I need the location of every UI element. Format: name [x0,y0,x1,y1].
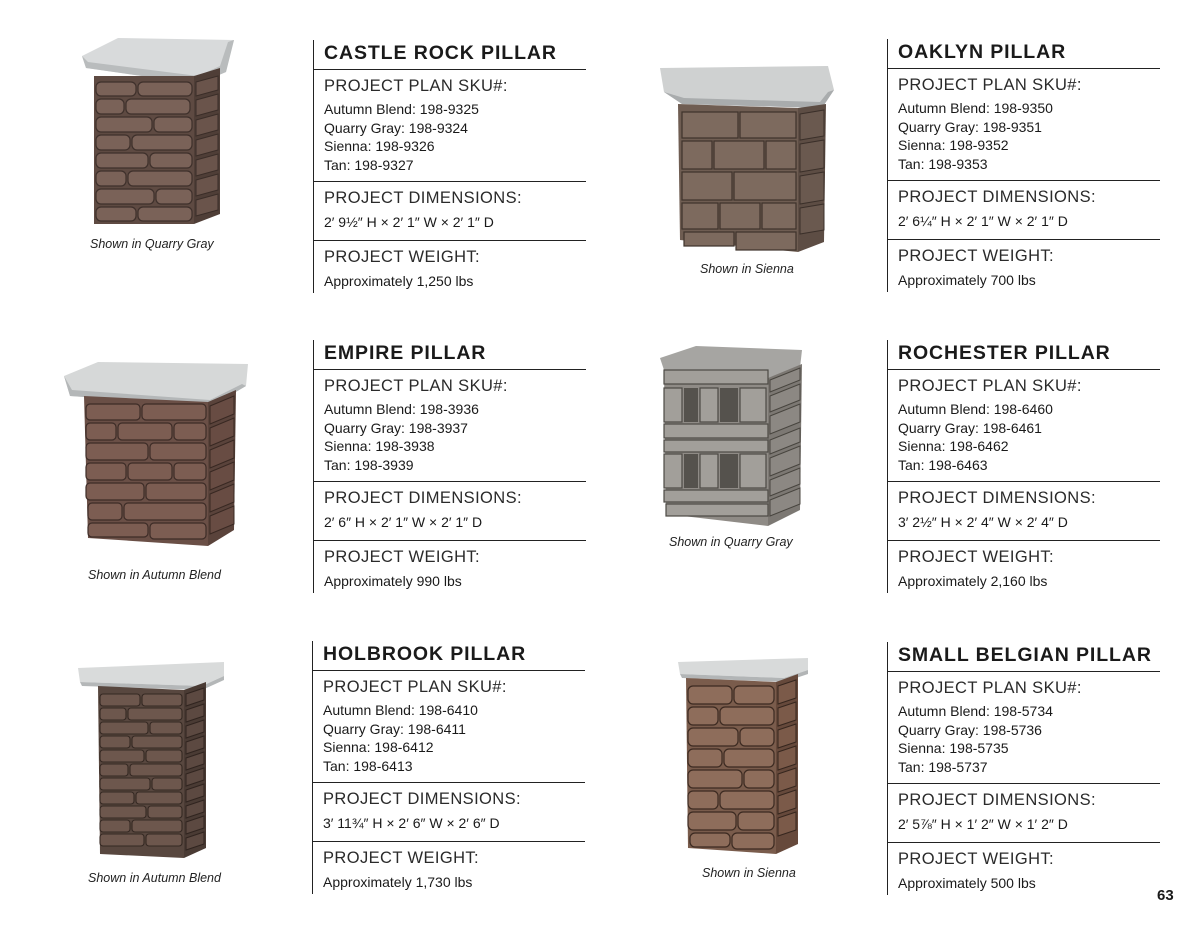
sku-heading: PROJECT PLAN SKU#: [898,76,1082,94]
sku-section [314,370,586,482]
sku-item: Autumn Blend: 198-5734 [898,703,1053,719]
dimensions-heading: PROJECT DIMENSIONS: [898,489,1096,507]
dimensions-value: 2′ 5⅞″ H × 1′ 2″ W × 1′ 2″ D [898,816,1068,832]
weight-section [314,541,586,593]
weight-section [888,843,1160,895]
weight-value: Approximately 990 lbs [324,573,462,589]
weight-value: Approximately 500 lbs [898,875,1036,891]
weight-value: Approximately 1,250 lbs [324,273,474,289]
dimensions-value: 3′ 2½″ H × 2′ 4″ W × 2′ 4″ D [898,514,1068,530]
product-title: OAKLYN PILLAR [888,39,1160,69]
sku-list [313,697,585,775]
sku-item: Tan: 198-9327 [324,156,414,173]
product-title: HOLBROOK PILLAR [313,641,585,671]
product-caption: Shown in Sienna [700,262,794,276]
sku-item: Sienna: 198-9326 [324,138,435,154]
dimensions-value: 3′ 11¾″ H × 2′ 6″ W × 2′ 6″ D [323,815,500,831]
sku-list [888,396,1160,474]
product-info [313,340,586,593]
sku-item: Tan: 198-3939 [324,456,414,473]
sku-item: Autumn Blend: 198-9325 [324,101,479,117]
sku-section [888,370,1160,482]
sku-item: Quarry Gray: 198-5736 [898,721,1042,738]
dimensions-heading: PROJECT DIMENSIONS: [324,189,522,207]
weight-heading: PROJECT WEIGHT: [898,850,1055,868]
sku-item: Tan: 198-6413 [323,757,413,774]
dimensions-heading: PROJECT DIMENSIONS: [323,790,521,808]
dimensions-section [314,182,586,241]
dimensions-section [314,482,586,541]
weight-value: Approximately 700 lbs [898,272,1036,288]
sku-item: Sienna: 198-6412 [323,739,434,755]
sku-item: Quarry Gray: 198-6411 [323,720,466,737]
sku-item: Autumn Blend: 198-3936 [324,401,479,417]
dimensions-heading: PROJECT DIMENSIONS: [324,489,522,507]
product-info [312,641,585,894]
weight-value: Approximately 1,730 lbs [323,874,473,890]
sku-section [888,672,1160,784]
sku-heading: PROJECT PLAN SKU#: [324,77,508,95]
product-info [887,642,1160,895]
sku-section [314,70,586,182]
product-info [313,40,586,293]
sku-heading: PROJECT PLAN SKU#: [898,679,1082,697]
weight-heading: PROJECT WEIGHT: [898,548,1055,566]
holbrook-pillar-image [76,660,226,860]
rochester-pillar-image [656,344,808,530]
dimensions-section [888,784,1160,843]
page-number: 63 [1157,887,1174,904]
weight-section [314,241,586,293]
castle-rock-pillar-image [78,36,238,226]
product-info [887,39,1160,292]
weight-value: Approximately 2,160 lbs [898,573,1048,589]
sku-item: Quarry Gray: 198-9324 [324,119,468,136]
dimensions-value: 2′ 6″ H × 2′ 1″ W × 2′ 1″ D [324,514,483,530]
product-title: ROCHESTER PILLAR [888,340,1160,370]
dimensions-section [313,783,585,842]
sku-item: Quarry Gray: 198-6461 [898,419,1042,436]
product-caption: Shown in Quarry Gray [669,535,793,549]
dimensions-value: 2′ 6¼″ H × 2′ 1″ W × 2′ 1″ D [898,213,1068,229]
product-title: CASTLE ROCK PILLAR [314,40,586,70]
sku-item: Sienna: 198-9352 [898,137,1009,153]
sku-item: Autumn Blend: 198-6460 [898,401,1053,417]
sku-list [314,96,586,174]
weight-heading: PROJECT WEIGHT: [323,849,480,867]
sku-section [313,671,585,783]
product-caption: Shown in Quarry Gray [90,237,214,251]
sku-list [314,396,586,474]
sku-item: Tan: 198-9353 [898,155,988,172]
sku-item: Autumn Blend: 198-6410 [323,702,478,718]
dimensions-heading: PROJECT DIMENSIONS: [898,188,1096,206]
dimensions-section [888,181,1160,240]
weight-heading: PROJECT WEIGHT: [898,247,1055,265]
dimensions-value: 2′ 9½″ H × 2′ 1″ W × 2′ 1″ D [324,214,494,230]
sku-heading: PROJECT PLAN SKU#: [323,678,507,696]
dimensions-heading: PROJECT DIMENSIONS: [898,791,1096,809]
product-info [887,340,1160,593]
sku-item: Quarry Gray: 198-3937 [324,419,468,436]
sku-heading: PROJECT PLAN SKU#: [898,377,1082,395]
sku-item: Tan: 198-6463 [898,456,988,473]
sku-item: Sienna: 198-5735 [898,740,1009,756]
sku-section [888,69,1160,181]
weight-heading: PROJECT WEIGHT: [324,248,481,266]
dimensions-section [888,482,1160,541]
sku-item: Sienna: 198-6462 [898,438,1009,454]
product-caption: Shown in Autumn Blend [88,871,221,885]
product-caption: Shown in Sienna [702,866,796,880]
weight-section [313,842,585,894]
product-title: EMPIRE PILLAR [314,340,586,370]
sku-heading: PROJECT PLAN SKU#: [324,377,508,395]
weight-section [888,541,1160,593]
sku-list [888,95,1160,173]
oaklyn-pillar-image [658,64,838,256]
sku-item: Tan: 198-5737 [898,758,988,775]
product-title: SMALL BELGIAN PILLAR [888,642,1160,672]
sku-item: Sienna: 198-3938 [324,438,435,454]
small-belgian-pillar-image [676,656,812,858]
weight-section [888,240,1160,292]
sku-list [888,698,1160,776]
weight-heading: PROJECT WEIGHT: [324,548,481,566]
product-caption: Shown in Autumn Blend [88,568,221,582]
sku-item: Quarry Gray: 198-9351 [898,118,1042,135]
sku-item: Autumn Blend: 198-9350 [898,100,1053,116]
empire-pillar-image [62,360,252,550]
